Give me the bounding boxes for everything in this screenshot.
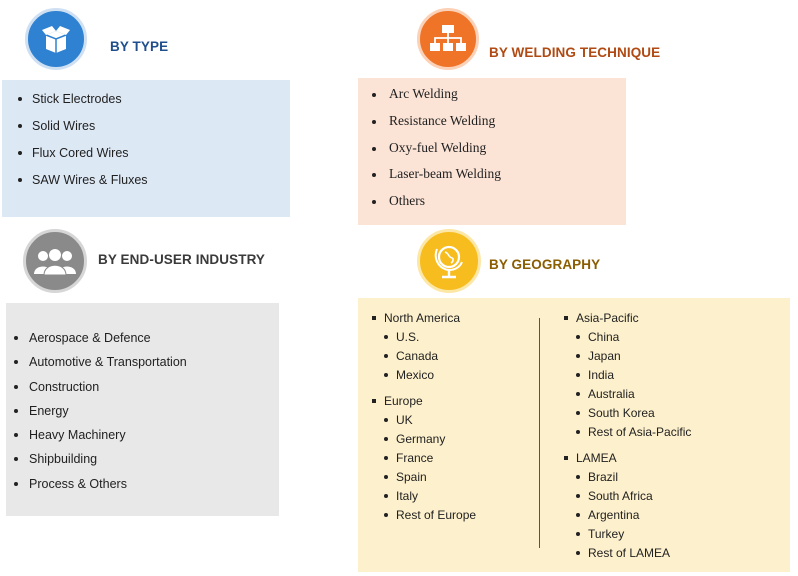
country-item: Rest of Europe	[372, 508, 476, 527]
country-item: South Africa	[564, 489, 691, 508]
list-item: Energy	[14, 403, 187, 427]
type-icon-circle	[25, 8, 87, 70]
box-icon	[39, 22, 73, 56]
list-item: Arc Welding	[372, 86, 501, 113]
country-item: France	[372, 451, 476, 470]
list-item: Laser-beam Welding	[372, 166, 501, 193]
region-lamea: LAMEA	[564, 451, 691, 470]
welding-icon-circle	[417, 8, 479, 70]
enduser-heading: BY END-USER INDUSTRY	[98, 252, 266, 267]
country-item: Japan	[564, 349, 691, 368]
country-item: Brazil	[564, 470, 691, 489]
region-north-america: North America	[372, 311, 476, 330]
list-item: Flux Cored Wires	[18, 145, 148, 172]
list-item: Construction	[14, 379, 187, 403]
geography-right-column	[564, 311, 691, 565]
geography-left-column	[372, 311, 476, 527]
enduser-list	[14, 330, 187, 500]
list-item: SAW Wires & Fluxes	[18, 172, 148, 199]
welding-list	[372, 86, 501, 220]
country-item: Argentina	[564, 508, 691, 527]
geography-icon-circle	[417, 229, 481, 293]
list-item: Solid Wires	[18, 118, 148, 145]
type-list	[18, 91, 148, 199]
list-item: Resistance Welding	[372, 113, 501, 140]
geography-heading: BY GEOGRAPHY	[489, 257, 601, 272]
region-europe: Europe	[372, 394, 476, 413]
geography-divider	[539, 318, 540, 548]
enduser-icon-circle	[23, 229, 87, 293]
list-item: Others	[372, 193, 501, 220]
list-item: Aerospace & Defence	[14, 330, 187, 354]
welding-heading: BY WELDING TECHNIQUE	[489, 45, 661, 60]
list-item: Shipbuilding	[14, 451, 187, 475]
country-item: Canada	[372, 349, 476, 368]
globe-icon	[431, 241, 467, 281]
type-heading: BY TYPE	[110, 39, 169, 54]
country-item: Turkey	[564, 527, 691, 546]
list-item: Automotive & Transportation	[14, 354, 187, 378]
region-asia-pacific: Asia-Pacific	[564, 311, 691, 330]
country-item: China	[564, 330, 691, 349]
country-item: Italy	[372, 489, 476, 508]
country-item: India	[564, 368, 691, 387]
country-item: Germany	[372, 432, 476, 451]
list-item: Stick Electrodes	[18, 91, 148, 118]
country-item: South Korea	[564, 406, 691, 425]
list-item: Oxy-fuel Welding	[372, 140, 501, 167]
country-item: Mexico	[372, 368, 476, 387]
list-item: Heavy Machinery	[14, 427, 187, 451]
country-item: U.S.	[372, 330, 476, 349]
hierarchy-icon	[429, 24, 467, 54]
country-item: Spain	[372, 470, 476, 489]
country-item: Rest of Asia-Pacific	[564, 425, 691, 444]
list-item: Process & Others	[14, 476, 187, 500]
country-item: UK	[372, 413, 476, 432]
country-item: Rest of LAMEA	[564, 546, 691, 565]
country-item: Australia	[564, 387, 691, 406]
people-icon	[33, 246, 77, 276]
